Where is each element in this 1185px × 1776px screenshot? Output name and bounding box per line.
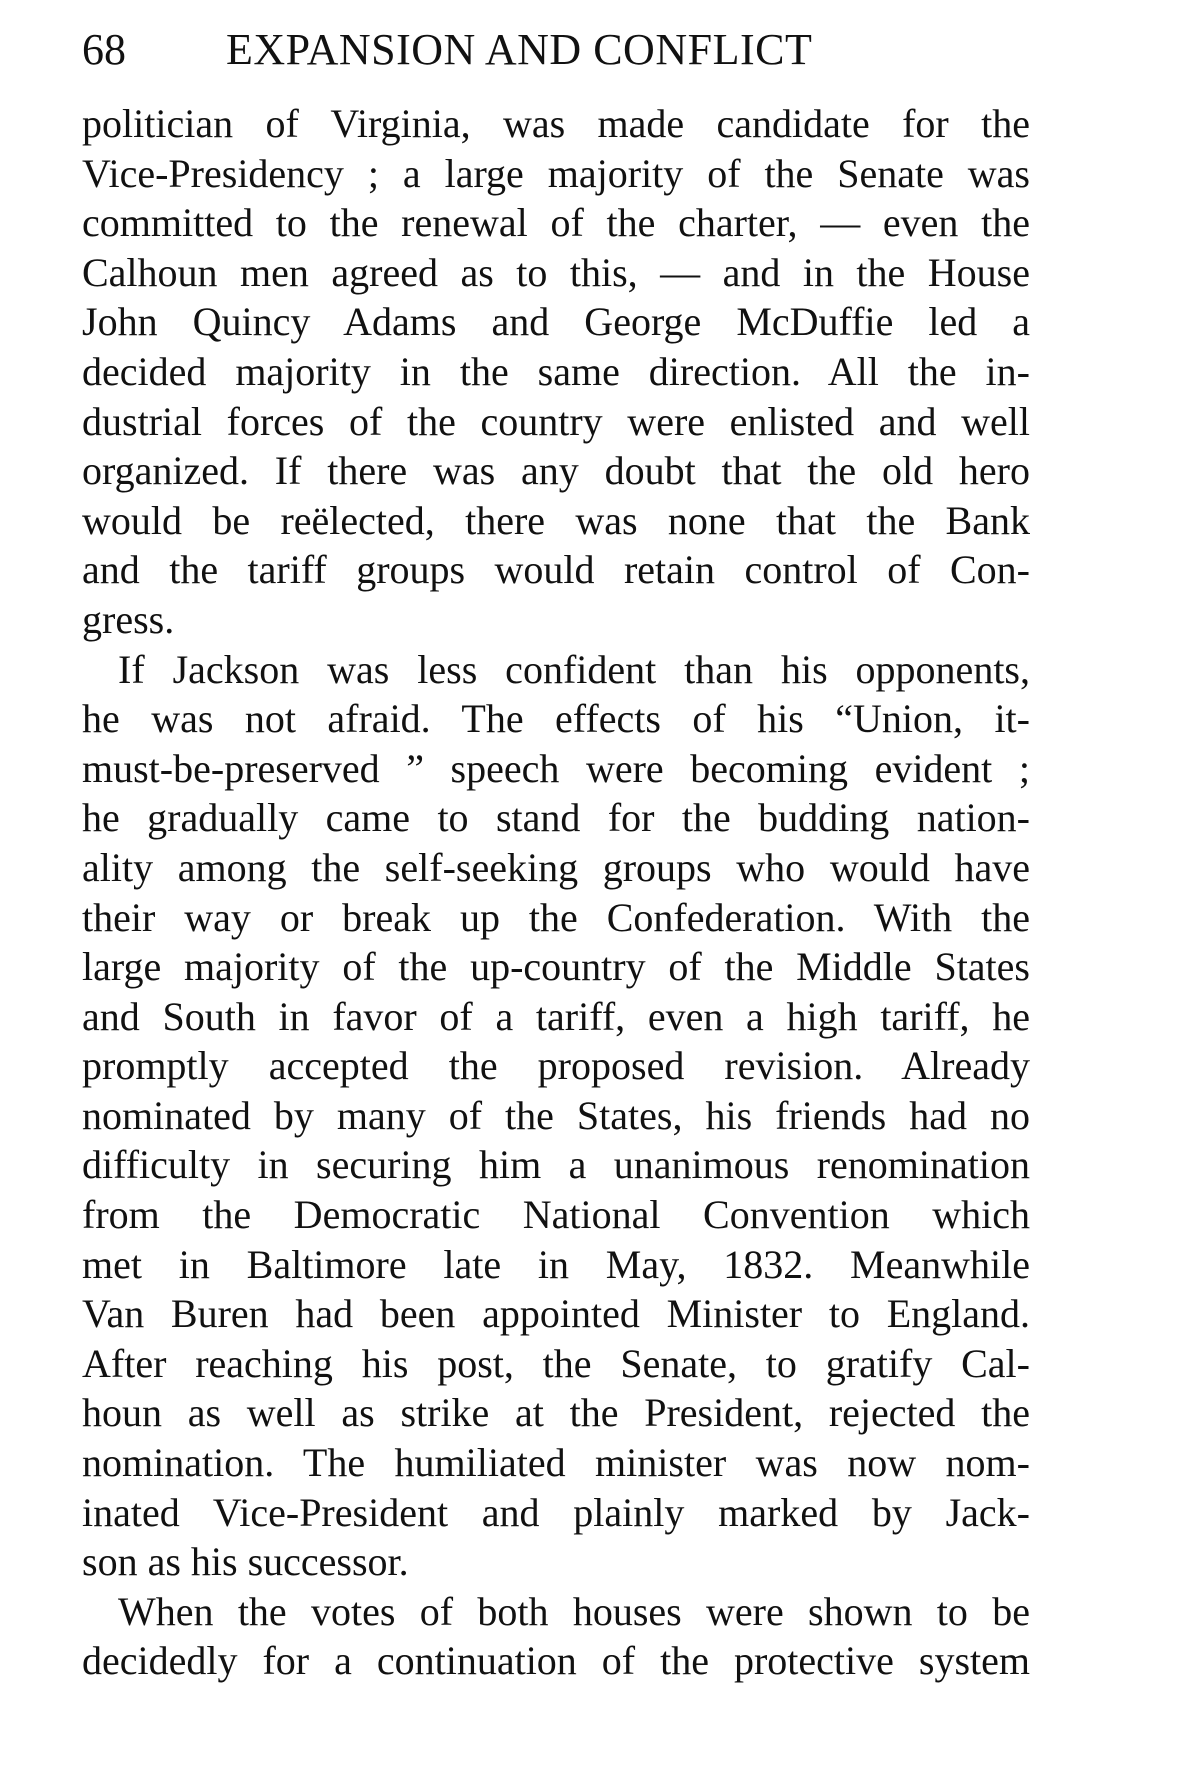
text-line: would be reëlected, there was none that the Bank <box>82 497 1030 543</box>
page-number: 68 <box>82 25 126 74</box>
text-line: Calhoun men agreed as to this, — and in the House <box>82 249 1030 295</box>
text-line: nominated by many of the States, his friends had no <box>82 1092 1030 1138</box>
paragraph <box>82 1587 1030 1686</box>
text-line: If Jackson was less confident than his opponents, <box>118 646 1030 692</box>
paragraph <box>82 99 1030 645</box>
text-line: After reaching his post, the Senate, to gratify Cal- <box>82 1340 1030 1386</box>
text-line: from the Democratic National Convention which <box>82 1192 1030 1238</box>
text-line: dustrial forces of the country were enlisted and well <box>82 398 1030 444</box>
text-line: met in Baltimore late in May, 1832. Meanwhile <box>82 1241 1030 1287</box>
text-line: he was not afraid. The effects of his “Union, it- <box>82 696 1030 742</box>
paragraph <box>82 645 1030 1587</box>
text-line: houn as well as strike at the President, rejected the <box>82 1390 1030 1436</box>
text-line: gress. <box>82 596 175 642</box>
text-line: inated Vice-President and plainly marked by Jack- <box>82 1489 1030 1535</box>
text-line: decided majority in the same direction. All the in- <box>82 348 1030 394</box>
text-line: organized. If there was any doubt that the old hero <box>82 448 1030 494</box>
text-line: nomination. The humiliated minister was now nom- <box>82 1440 1030 1486</box>
text-line: and South in favor of a tariff, even a high tariff, he <box>82 993 1030 1039</box>
running-title: EXPANSION AND CONFLICT <box>226 25 813 74</box>
text-line: Vice-Presidency ; a large majority of the Senate was <box>82 150 1030 196</box>
text-line: politician of Virginia, was made candidate for the <box>82 101 1030 146</box>
text-line: and the tariff groups would retain control of Con- <box>82 547 1030 593</box>
page-header <box>82 20 1030 80</box>
text-line: committed to the renewal of the charter, — even the <box>82 200 1030 246</box>
text-line: son as his successor. <box>82 1539 409 1585</box>
text-line: he gradually came to stand for the budding nation- <box>82 795 1030 841</box>
text-line: must-be-preserved ” speech were becoming evident ; <box>82 745 1030 791</box>
text-line: difficulty in securing him a unanimous renomination <box>82 1142 1030 1188</box>
text-line: When the votes of both houses were shown to be <box>118 1588 1030 1634</box>
text-line: their way or break up the Confederation. With the <box>82 894 1030 940</box>
text-line: Van Buren had been appointed Minister to England. <box>82 1291 1030 1337</box>
body-text <box>82 99 1030 1686</box>
text-line: decidedly for a continuation of the protective system <box>82 1638 1030 1684</box>
text-line: promptly accepted the proposed revision. Already <box>82 1043 1030 1089</box>
text-line: ality among the self-seeking groups who would have <box>82 844 1030 890</box>
text-line: large majority of the up-country of the Middle States <box>82 944 1030 990</box>
text-line: John Quincy Adams and George McDuffie led a <box>82 299 1030 345</box>
